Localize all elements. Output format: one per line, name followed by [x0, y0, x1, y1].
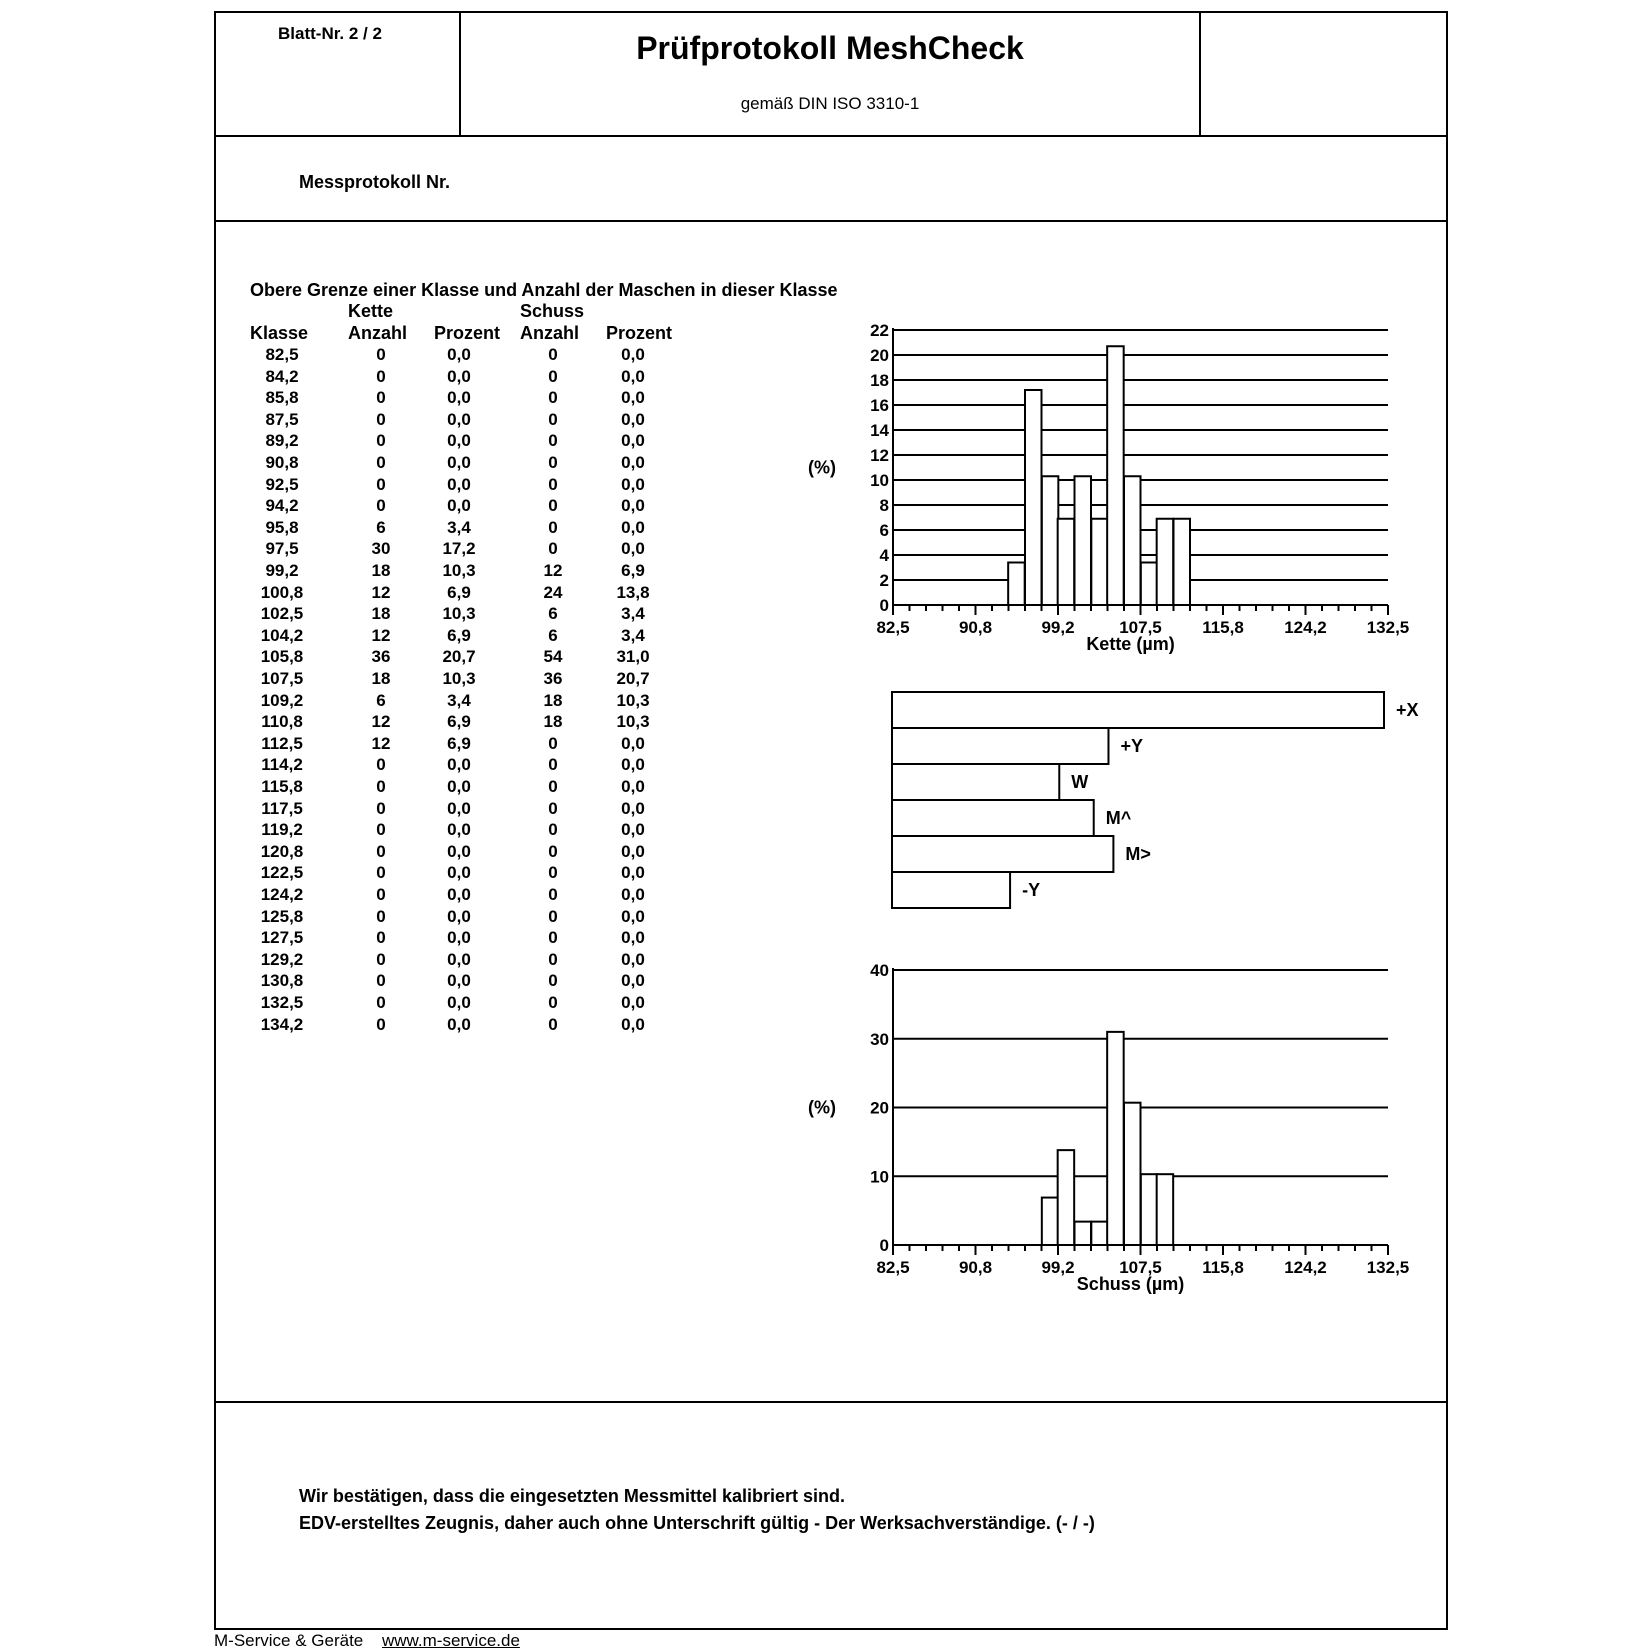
cell-schuss-anzahl: 0	[548, 733, 558, 753]
column-header-schuss-anzahl: Anzahl	[520, 323, 580, 343]
cell-schuss-anzahl: 0	[548, 820, 558, 840]
schuss-x-tick-label: 107,5	[1119, 1258, 1162, 1277]
cell-kette-prozent: 0,0	[447, 474, 471, 494]
cell-schuss-prozent: 20,7	[616, 669, 650, 688]
cell-kette-prozent: 0,0	[447, 885, 471, 904]
cell-schuss-prozent: 0,0	[621, 409, 645, 429]
cell-schuss-prozent: 0,0	[621, 906, 645, 926]
deviation-bar-label: M>	[1125, 844, 1151, 864]
schuss-x-tick-label: 90,8	[958, 1258, 993, 1277]
deviation-bar	[892, 692, 1384, 728]
cell-kette-prozent: 0,0	[447, 777, 471, 796]
kette-y-tick-label: 16	[870, 396, 889, 415]
column-header-klasse: Klasse	[250, 323, 309, 343]
cell-kette-anzahl: 0	[376, 496, 386, 516]
cell-schuss-prozent: 0,0	[621, 517, 645, 537]
cell-kette-anzahl: 0	[376, 388, 386, 408]
cell-kette-anzahl: 0	[376, 1014, 386, 1034]
deviation-bar	[892, 800, 1094, 836]
kette-bar	[1157, 519, 1174, 605]
cell-schuss-prozent: 0,0	[621, 820, 645, 840]
cell-kette-anzahl: 30	[371, 539, 391, 559]
schuss-y-tick-label: 0	[879, 1236, 889, 1255]
table-caption: Obere Grenze einer Klasse und Anzahl der Maschen in dieser Klasse	[250, 280, 838, 300]
cell-schuss-anzahl: 0	[548, 345, 558, 364]
schuss-bar	[1075, 1222, 1092, 1245]
cell-schuss-prozent: 0,0	[621, 474, 645, 494]
cell-klasse: 105,8	[260, 647, 304, 667]
cell-kette-anzahl: 0	[376, 777, 386, 796]
cell-kette-prozent: 6,9	[447, 733, 471, 753]
cell-kette-prozent: 20,7	[442, 647, 476, 667]
cell-schuss-anzahl: 0	[548, 539, 558, 559]
cell-schuss-anzahl: 0	[548, 906, 558, 926]
kette-y-tick-label: 2	[879, 571, 889, 590]
kette-bar	[1107, 346, 1124, 605]
cell-schuss-anzahl: 54	[543, 647, 563, 667]
cell-schuss-prozent: 13,8	[616, 582, 650, 602]
kette-x-tick-label: 107,5	[1119, 618, 1162, 637]
kette-x-tick-label: 124,2	[1284, 618, 1327, 637]
cell-kette-anzahl: 0	[376, 971, 386, 991]
deviation-bar-label: +X	[1396, 700, 1419, 720]
cell-kette-prozent: 0,0	[447, 453, 471, 472]
column-header-kette-anzahl: Anzahl	[348, 323, 408, 343]
cell-schuss-anzahl: 24	[543, 582, 563, 602]
cell-schuss-prozent: 0,0	[621, 949, 645, 969]
cell-klasse: 92,5	[265, 474, 299, 494]
page-title: Prüfprotokoll MeshCheck	[636, 30, 1024, 66]
schuss-x-tick-label: 132,5	[1366, 1258, 1410, 1277]
cell-kette-prozent: 0,0	[447, 820, 471, 840]
schuss-histogram	[808, 955, 1420, 1305]
schuss-y-tick-label: 10	[870, 1167, 889, 1187]
cell-schuss-anzahl: 0	[548, 798, 558, 818]
cell-klasse: 110,8	[261, 712, 303, 732]
cell-klasse: 90,8	[265, 453, 299, 472]
cell-kette-prozent: 0,0	[447, 388, 471, 408]
cell-kette-anzahl: 0	[376, 949, 386, 969]
cell-kette-anzahl: 0	[376, 841, 386, 861]
kette-y-tick-label: 6	[879, 521, 889, 540]
schuss-bar	[1141, 1174, 1158, 1245]
cell-kette-prozent: 0,0	[447, 863, 471, 883]
cell-kette-prozent: 6,9	[447, 625, 471, 645]
cell-kette-anzahl: 0	[376, 906, 386, 926]
cell-schuss-prozent: 0,0	[621, 453, 645, 472]
kette-x-tick-label: 90,8	[958, 618, 993, 637]
cell-kette-anzahl: 0	[376, 409, 386, 429]
schuss-bar	[1157, 1174, 1174, 1245]
cell-schuss-anzahl: 18	[543, 712, 563, 732]
cell-klasse: 127,5	[260, 928, 304, 948]
cell-schuss-prozent: 0,0	[621, 496, 645, 516]
cell-schuss-prozent: 0,0	[621, 755, 645, 775]
cell-kette-anzahl: 12	[371, 582, 391, 602]
header-bottom-rule	[214, 135, 1448, 137]
kette-y-tick-label: 12	[870, 446, 889, 465]
cell-schuss-anzahl: 0	[548, 453, 558, 472]
column-header-schuss-prozent: Prozent	[606, 323, 673, 343]
deviation-bar-label: W	[1071, 772, 1089, 792]
column-header-kette-prozent: Prozent	[434, 323, 501, 343]
cell-kette-anzahl: 12	[371, 712, 391, 732]
cell-klasse: 115,8	[261, 777, 303, 796]
company-name: M-Service & Geräte	[214, 1631, 364, 1650]
cell-kette-anzahl: 0	[376, 453, 386, 472]
deviation-bar	[892, 728, 1108, 764]
deviation-bar	[892, 764, 1059, 800]
mesh-deviation-bars	[880, 688, 1420, 916]
cell-klasse: 122,5	[260, 863, 304, 883]
cell-schuss-anzahl: 0	[548, 474, 558, 494]
cell-schuss-anzahl: 0	[548, 863, 558, 883]
company-website-link[interactable]: www.m-service.de	[382, 1631, 520, 1650]
kette-histogram	[808, 315, 1420, 665]
cell-kette-anzahl: 0	[376, 993, 386, 1012]
cell-kette-prozent: 0,0	[447, 366, 471, 386]
kette-x-tick-label: 99,2	[1041, 618, 1075, 637]
calibration-statement: Wir bestätigen, dass die eingesetzten Messmittel kalibriert sind.	[299, 1486, 845, 1506]
kette-y-tick-label: 10	[870, 471, 889, 490]
cell-schuss-prozent: 0,0	[621, 885, 645, 904]
kette-y-tick-label: 4	[879, 546, 889, 565]
kette-bar	[1025, 390, 1042, 605]
kette-bar	[1124, 476, 1141, 605]
cell-schuss-anzahl: 36	[543, 669, 563, 688]
cell-kette-anzahl: 12	[371, 625, 391, 645]
cell-schuss-anzahl: 6	[548, 604, 558, 624]
kette-y-axis-label: (%)	[808, 457, 836, 478]
cell-kette-anzahl: 18	[371, 669, 391, 688]
cell-kette-anzahl: 36	[371, 647, 391, 667]
kette-bar	[1174, 519, 1191, 605]
kette-y-tick-label: 8	[879, 496, 889, 515]
cell-schuss-prozent: 0,0	[621, 1014, 645, 1034]
cell-kette-prozent: 0,0	[447, 906, 471, 926]
cell-kette-prozent: 0,0	[447, 1014, 471, 1034]
kette-bar	[1042, 476, 1059, 605]
cell-schuss-anzahl: 0	[548, 841, 558, 861]
deviation-bar-label: -Y	[1022, 880, 1041, 900]
kette-x-tick-label: 115,8	[1202, 618, 1244, 637]
cell-schuss-anzahl: 0	[548, 993, 558, 1012]
cell-kette-prozent: 0,0	[447, 928, 471, 948]
cell-klasse: 82,5	[265, 345, 299, 364]
cell-kette-anzahl: 18	[371, 604, 391, 624]
schuss-bar	[1042, 1198, 1059, 1245]
cell-kette-prozent: 6,9	[447, 582, 471, 602]
deviation-bar	[892, 836, 1113, 872]
cell-kette-anzahl: 0	[376, 885, 386, 904]
cell-kette-anzahl: 0	[376, 863, 386, 883]
cell-kette-anzahl: 0	[376, 928, 386, 948]
deviation-bar	[892, 872, 1010, 908]
deviation-bar-label: +Y	[1120, 736, 1144, 756]
cell-schuss-prozent: 0,0	[621, 539, 645, 559]
cell-klasse: 104,2	[260, 625, 304, 645]
kette-bar	[1141, 563, 1158, 606]
cell-klasse: 117,5	[261, 798, 303, 818]
cell-klasse: 130,8	[260, 971, 304, 991]
cell-kette-anzahl: 12	[371, 733, 391, 753]
group-header-schuss: Schuss	[520, 301, 585, 321]
kette-bar	[1058, 519, 1075, 605]
cell-schuss-prozent: 0,0	[621, 841, 645, 861]
cell-kette-prozent: 0,0	[447, 409, 471, 429]
cell-kette-prozent: 10,3	[442, 604, 476, 624]
cell-schuss-prozent: 3,4	[621, 604, 645, 624]
cell-kette-anzahl: 0	[376, 366, 386, 386]
kette-y-tick-label: 20	[870, 346, 889, 365]
schuss-y-tick-label: 40	[870, 961, 889, 980]
cell-klasse: 97,5	[265, 539, 299, 559]
cell-kette-anzahl: 6	[376, 690, 386, 710]
kette-x-axis-label: Kette (µm)	[1086, 634, 1175, 654]
cell-klasse: 87,5	[265, 409, 299, 429]
cell-schuss-anzahl: 0	[548, 885, 558, 904]
cell-klasse: 102,5	[260, 604, 304, 624]
cell-kette-prozent: 0,0	[447, 431, 471, 451]
cell-klasse: 129,2	[260, 949, 304, 969]
deviation-bar-label: M^	[1105, 808, 1132, 828]
cell-klasse: 119,2	[261, 820, 303, 840]
cell-klasse: 114,2	[261, 755, 303, 775]
schuss-bar	[1091, 1222, 1108, 1245]
cell-kette-prozent: 0,0	[447, 798, 471, 818]
cell-schuss-prozent: 0,0	[621, 928, 645, 948]
cell-schuss-anzahl: 0	[548, 777, 558, 796]
cell-kette-prozent: 17,2	[442, 539, 476, 559]
cell-kette-prozent: 6,9	[447, 712, 471, 732]
cell-schuss-prozent: 6,9	[621, 561, 645, 580]
schuss-x-tick-label: 124,2	[1284, 1258, 1327, 1277]
kette-y-tick-label: 18	[870, 371, 889, 390]
cell-kette-prozent: 10,3	[442, 669, 476, 688]
schuss-bar	[1124, 1103, 1141, 1245]
cell-schuss-prozent: 0,0	[621, 971, 645, 991]
cell-klasse: 85,8	[265, 388, 299, 408]
schuss-bar	[1058, 1150, 1075, 1245]
cell-klasse: 134,2	[260, 1014, 304, 1034]
kette-bar	[1008, 563, 1025, 606]
protocol-label: Messprotokoll Nr.	[299, 172, 451, 192]
cell-klasse: 132,5	[260, 993, 304, 1012]
cell-schuss-prozent: 0,0	[621, 388, 645, 408]
cell-schuss-prozent: 0,0	[621, 993, 645, 1012]
cell-kette-prozent: 0,0	[447, 993, 471, 1012]
cell-kette-anzahl: 0	[376, 345, 386, 364]
cell-kette-prozent: 3,4	[447, 690, 471, 710]
cell-schuss-prozent: 3,4	[621, 625, 645, 645]
cell-schuss-prozent: 0,0	[621, 366, 645, 386]
cell-klasse: 125,8	[260, 906, 304, 926]
cell-schuss-anzahl: 0	[548, 366, 558, 386]
kette-x-tick-label: 132,5	[1366, 618, 1410, 637]
cell-kette-prozent: 3,4	[447, 517, 471, 537]
cell-klasse: 109,2	[260, 690, 304, 710]
kette-y-tick-label: 22	[870, 321, 889, 340]
schuss-bar	[1107, 1032, 1124, 1245]
cell-schuss-prozent: 0,0	[621, 798, 645, 818]
cell-schuss-anzahl: 0	[548, 496, 558, 516]
schuss-x-axis-label: Schuss (µm)	[1076, 1274, 1185, 1294]
cell-kette-anzahl: 0	[376, 798, 386, 818]
cell-schuss-prozent: 0,0	[621, 863, 645, 883]
cell-schuss-anzahl: 0	[548, 1014, 558, 1034]
cell-klasse: 84,2	[265, 366, 299, 386]
group-header-kette: Kette	[348, 301, 394, 321]
schuss-y-axis-label: (%)	[808, 1097, 836, 1118]
cell-kette-prozent: 0,0	[447, 841, 471, 861]
cell-schuss-prozent: 10,3	[616, 690, 650, 710]
cell-kette-prozent: 10,3	[442, 561, 476, 580]
cell-kette-prozent: 0,0	[447, 345, 471, 364]
schuss-y-tick-label: 20	[870, 1098, 889, 1118]
kette-x-tick-label: 82,5	[876, 618, 910, 637]
cell-schuss-anzahl: 18	[543, 690, 563, 710]
cell-klasse: 124,2	[260, 885, 304, 904]
cell-schuss-anzahl: 0	[548, 517, 558, 537]
cell-schuss-prozent: 0,0	[621, 777, 645, 796]
cell-schuss-prozent: 0,0	[621, 733, 645, 753]
schuss-y-tick-label: 30	[870, 1029, 889, 1049]
cell-kette-anzahl: 6	[376, 517, 386, 537]
cell-kette-prozent: 0,0	[447, 949, 471, 969]
company-footer	[214, 1631, 520, 1651]
cell-klasse: 89,2	[265, 431, 299, 451]
cell-kette-anzahl: 0	[376, 474, 386, 494]
cell-schuss-anzahl: 6	[548, 625, 558, 645]
schuss-x-tick-label: 99,2	[1041, 1258, 1075, 1277]
cell-kette-anzahl: 18	[371, 561, 391, 580]
kette-y-tick-label: 14	[870, 421, 889, 440]
cell-kette-anzahl: 0	[376, 431, 386, 451]
cell-schuss-prozent: 0,0	[621, 345, 645, 364]
cell-schuss-prozent: 31,0	[616, 647, 650, 667]
cell-kette-prozent: 0,0	[447, 971, 471, 991]
schuss-x-tick-label: 115,8	[1202, 1258, 1244, 1277]
cell-schuss-anzahl: 0	[548, 971, 558, 991]
cell-kette-anzahl: 0	[376, 755, 386, 775]
page-subtitle: gemäß DIN ISO 3310-1	[740, 94, 920, 113]
cell-schuss-anzahl: 12	[543, 561, 563, 580]
cell-schuss-anzahl: 0	[548, 928, 558, 948]
cell-kette-prozent: 0,0	[447, 755, 471, 775]
cell-klasse: 107,5	[260, 669, 304, 688]
certificate-statement: EDV-erstelltes Zeugnis, daher auch ohne Unterschrift gültig - Der Werksachverständige. (- / -)	[299, 1513, 1095, 1533]
cell-klasse: 112,5	[261, 733, 303, 753]
cell-schuss-anzahl: 0	[548, 409, 558, 429]
cell-klasse: 94,2	[265, 496, 299, 516]
footer-top-rule	[214, 1401, 1448, 1403]
cell-schuss-anzahl: 0	[548, 388, 558, 408]
cell-schuss-prozent: 10,3	[616, 712, 650, 732]
cell-klasse: 99,2	[265, 561, 299, 580]
cell-schuss-prozent: 0,0	[621, 431, 645, 451]
kette-y-tick-label: 0	[879, 596, 889, 615]
cell-kette-prozent: 0,0	[447, 496, 471, 516]
cell-kette-anzahl: 0	[376, 820, 386, 840]
cell-klasse: 120,8	[260, 841, 304, 861]
schuss-x-tick-label: 82,5	[876, 1258, 910, 1277]
cell-klasse: 100,8	[260, 582, 304, 602]
cell-klasse: 95,8	[265, 517, 299, 537]
kette-bar	[1075, 476, 1092, 605]
cell-schuss-anzahl: 0	[548, 755, 558, 775]
sheet-number: Blatt-Nr. 2 / 2	[278, 24, 382, 43]
cell-schuss-anzahl: 0	[548, 949, 558, 969]
cell-schuss-anzahl: 0	[548, 431, 558, 451]
kette-bar	[1091, 519, 1108, 605]
protocol-bottom-rule	[214, 220, 1448, 222]
